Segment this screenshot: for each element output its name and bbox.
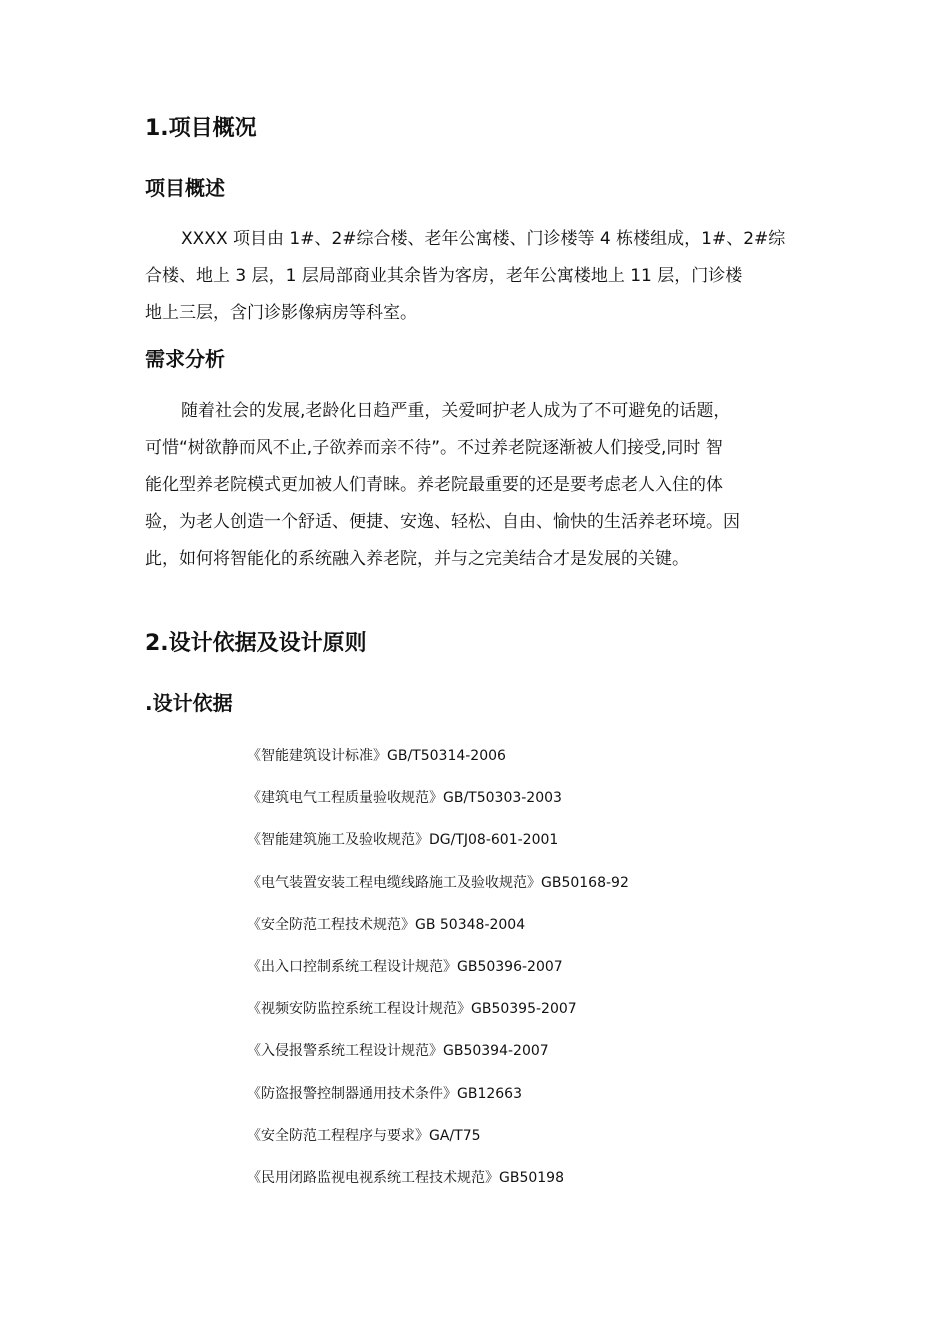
reference-item: 《视频安防监控系统工程设计规范》GB50395-2007	[247, 1001, 577, 1018]
needs-analysis-paragraph	[145, 393, 811, 578]
reference-item: 《防盗报警控制器通用技术条件》GB12663	[247, 1085, 522, 1102]
needs-analysis-heading: 需求分析	[145, 347, 225, 371]
reference-item: 《建筑电气工程质量验收规范》GB/T50303-2003	[247, 790, 562, 807]
overview-line: XXXX 项目由 1#、2#综合楼、老年公寓楼、门诊楼等 4 栋楼组成，1#、2#综	[181, 229, 786, 249]
overview-line: 合楼、地上 3 层，1 层局部商业其余皆为客房，老年公寓楼地上 11 层，门诊楼	[145, 266, 743, 286]
reference-item: 《电气装置安装工程电缆线路施工及验收规范》GB50168-92	[247, 874, 629, 891]
reference-item: 《安全防范工程技术规范》GB 50348-2004	[247, 916, 526, 933]
section-2-title: 2.设计依据及设计原则	[145, 631, 367, 656]
reference-item: 《智能建筑设计标准》GB/T50314-2006	[247, 748, 506, 764]
overview-line: 地上三层，含门诊影像病房等科室。	[145, 303, 417, 323]
needs-line: 此，如何将智能化的系统融入养老院，并与之完美结合才是发展的关键。	[145, 549, 689, 569]
needs-line: 能化型养老院模式更加被人们青睐。养老院最重要的还是要考虑老人入住的体	[145, 475, 723, 495]
needs-line: 随着社会的发展,老龄化日趋严重，关爱呵护老人成为了不可避免的话题，	[181, 401, 731, 421]
overview-paragraph	[145, 221, 811, 332]
section-1-title: 1.项目概况	[145, 116, 257, 141]
design-basis-heading: .设计依据	[145, 691, 233, 715]
needs-line: 验，为老人创造一个舒适、便捷、安逸、轻松、自由、愉快的生活养老环境。因	[145, 512, 740, 532]
overview-heading: 项目概述	[145, 176, 225, 200]
reference-item: 《出入口控制系统工程设计规范》GB50396-2007	[247, 958, 563, 975]
reference-item: 《智能建筑施工及验收规范》DG/TJ08-601-2001	[247, 832, 559, 849]
reference-item: 《入侵报警系统工程设计规范》GB50394-2007	[247, 1043, 549, 1060]
reference-item: 《民用闭路监视电视系统工程技术规范》GB50198	[247, 1169, 564, 1186]
reference-item: 《安全防范工程程序与要求》GA/T75	[247, 1127, 481, 1144]
reference-list	[247, 743, 629, 1207]
needs-line: 可惜“树欲静而风不止,子欲养而亲不待”。不过养老院逐渐被人们接受,同时 智	[145, 438, 723, 458]
